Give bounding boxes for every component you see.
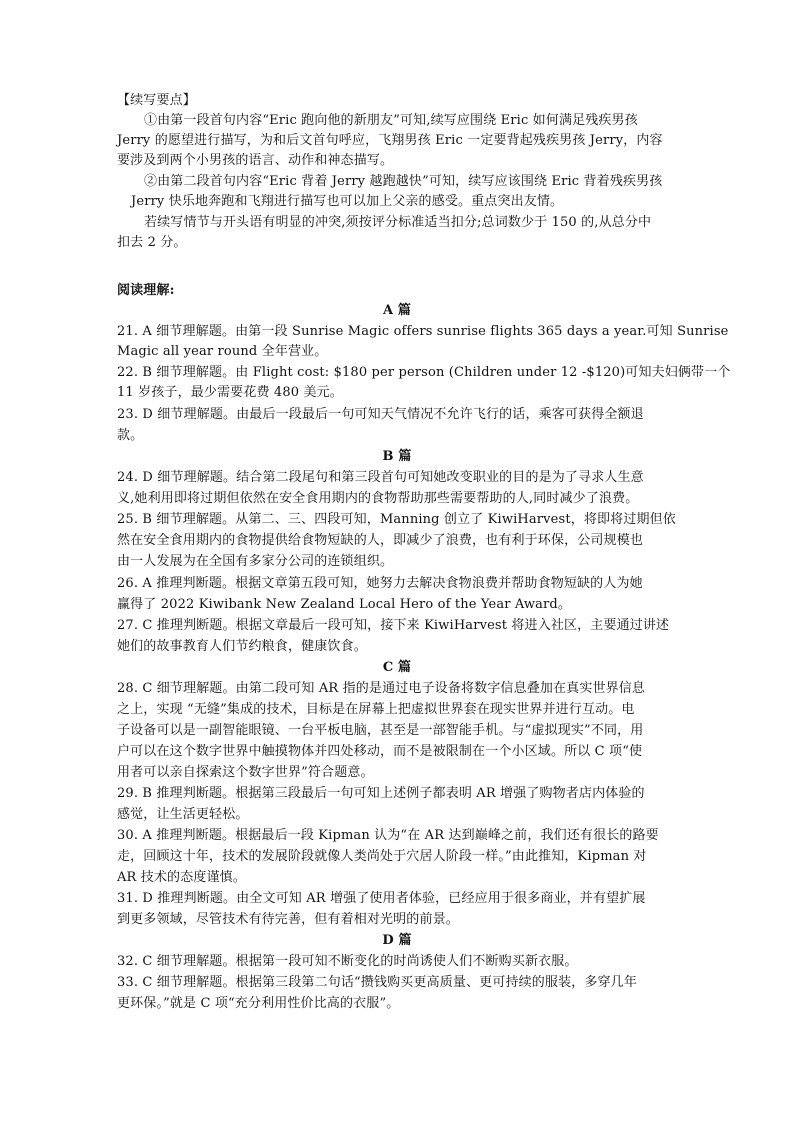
answer-line: 25. B 细节理解题。从第二、三、四段可知，Manning 创立了 KiwiHarvest，将即将过期但依 — [117, 512, 676, 527]
answer-line: 28. C 细节理解题。由第二段可知 AR 指的是通过电子设备将数字信息叠加在真实世界信息 — [117, 681, 646, 696]
answer-line: 户可以在这个数字世界中触摸物体并四处移动，而不是被限制在一个小区域。所以 C 项“使 — [117, 744, 643, 759]
answer-line: 她们的故事教育人们节约粮食，健康饮食。 — [117, 639, 367, 654]
answer-line: 26. A 推理判断题。根据文章第五段可知，她努力去解决食物浪费并帮助食物短缺的人为她 — [117, 576, 643, 591]
answer-line: 走，回顾这十年，技术的发展阶段就像人类尚处于穴居人阶段一样。”由此推知，Kipman 对 — [117, 849, 647, 864]
answer-line: 31. D 推理判断题。由全文可知 AR 增强了使用者体验，已经应用于很多商业，并有望扩展 — [117, 891, 646, 906]
writing-points-heading: 【续写要点】 — [117, 93, 196, 108]
section-title-b: B 篇 — [382, 449, 412, 464]
answer-line: 30. A 推理判断题。根据最后一段 Kipman 认为“在 AR 达到巅峰之前，我们还有很长的路要 — [117, 828, 659, 843]
section-title-c: C 篇 — [382, 660, 412, 675]
section-title-a: A 篇 — [382, 303, 412, 318]
answer-line: 然在安全食用期内的食物提供给食物短缺的人，即减少了浪费，也有利于环保，公司规模也 — [117, 533, 644, 548]
answer-line: 22. B 细节理解题。由 Flight cost: $180 per person (Children under 12 -$120)可知夫妇俩带一个 — [117, 365, 731, 380]
answer-line: 更环保。”就是 C 项“充分利用性价比高的衣服”。 — [117, 996, 400, 1011]
answer-line: AR 技术的态度谨慎。 — [117, 870, 246, 885]
answer-line: 款。 — [117, 428, 144, 443]
answer-line: 23. D 细节理解题。由最后一段最后一句可知天气情况不允许飞行的话，乘客可获得全额退 — [117, 407, 644, 422]
answer-line: 11 岁孩子，最少需要花费 480 美元。 — [117, 385, 343, 400]
writing-point-1-line-1: ①由第一段首句内容“Eric 跑向他的新朋友”可知,续写应围绕 Eric 如何满足残疾男孩 — [144, 113, 638, 128]
writing-point-1-line-3: 要涉及到两个小男孩的语言、动作和神态描写。 — [117, 153, 394, 168]
answer-line: 33. C 细节理解题。根据第三段第二句话“攒钱购买更高质量、更可持续的服装，多穿几年 — [117, 975, 637, 990]
answer-line: 赢得了 2022 Kiwibank New Zealand Local Hero of the Year Award。 — [117, 597, 571, 612]
scoring-note-line-2: 扣去 2 分。 — [117, 235, 187, 250]
answer-line: 子设备可以是一副智能眼镜、一台平板电脑，甚至是一部智能手机。与“虚拟现实”不同，用 — [117, 723, 644, 738]
answer-line: 32. C 细节理解题。根据第一段可知不断变化的时尚诱使人们不断购买新衣服。 — [117, 954, 578, 969]
answer-line: 之上，实现 “无缝”集成的技术，目标是在屏幕上把虚拟世界套在现实世界并进行互动。电 — [117, 702, 635, 717]
answer-line: 义,她利用即将过期但依然在安全食用期内的食物帮助那些需要帮助的人,同时减少了浪费。 — [117, 491, 639, 506]
reading-heading: 阅读理解: — [117, 283, 175, 298]
answer-line: 21. A 细节理解题。由第一段 Sunrise Magic offers sunrise flights 365 days a year.可知 Sunrise — [117, 324, 729, 339]
scoring-note-line-1: 若续写情节与开头语有明显的冲突,须按评分标准适当扣分;总词数少于 150 的,从总分中 — [144, 215, 652, 230]
answer-line: 到更多领域，尽管技术有待完善，但有着相对光明的前景。 — [117, 912, 459, 927]
answer-line: 24. D 细节理解题。结合第二段尾句和第三段首句可知她改变职业的目的是为了寻求人生意 — [117, 470, 644, 485]
writing-point-1-line-2: Jerry 的愿望进行描写，为和后文首句呼应，飞翔男孩 Eric 一定要背起残疾男孩 Jerry，内容 — [117, 133, 663, 148]
writing-point-2-line-2: Jerry 快乐地奔跑和飞翔进行描写也可以加上父亲的感受。重点突出友情。 — [131, 194, 564, 209]
answer-line: 27. C 推理判断题。根据文章最后一段可知，接下来 KiwiHarvest 将进入社区，主要通过讲述 — [117, 618, 670, 633]
writing-point-2-line-1: ②由第二段首句内容“Eric 背着 Jerry 越跑越快”可知，续写应该围绕 Eric 背着残疾男孩 — [144, 174, 663, 189]
answer-line: 用者可以亲自探索这个数字世界”符合题意。 — [117, 765, 374, 780]
answer-line: Magic all year round 全年营业。 — [117, 344, 328, 359]
answer-line: 29. B 推理判断题。根据第三段最后一句可知上述例子都表明 AR 增强了购物者店内体验的 — [117, 786, 645, 801]
section-title-d: D 篇 — [382, 933, 412, 948]
answer-line: 由一人发展为在全国有多家分公司的连锁组织。 — [117, 554, 394, 569]
answer-line: 感觉，让生活更轻松。 — [117, 807, 249, 822]
